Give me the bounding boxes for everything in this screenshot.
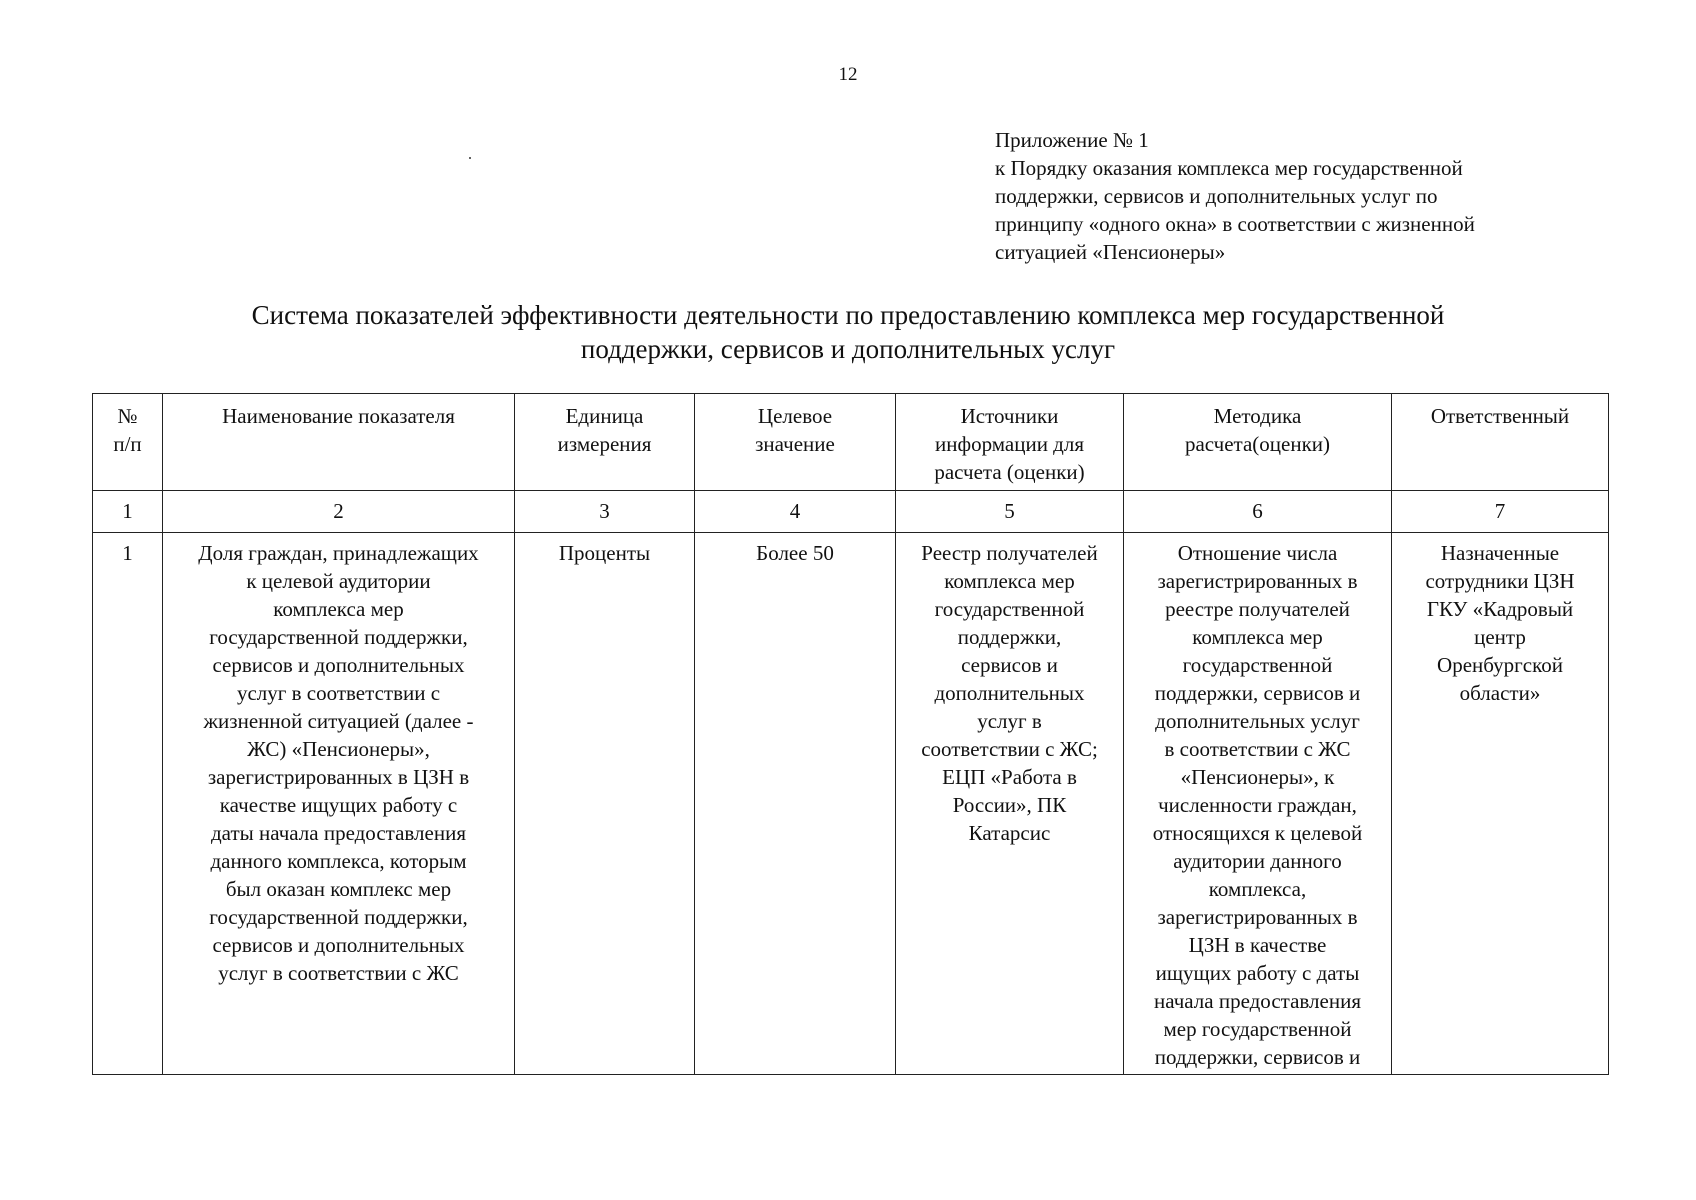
title-line: поддержки, сервисов и дополнительных услуг (580, 334, 1116, 364)
header-line: информации для (934, 432, 1085, 456)
header-target-value (695, 394, 896, 491)
page-number: 12 (838, 64, 858, 85)
cell-line: комплекса мер (1192, 625, 1323, 649)
cell-line: «Пенсионеры», к (1180, 765, 1335, 789)
cell-line: ЕЦП «Работа в (942, 765, 1077, 789)
cell-line: ГКУ «Кадровый (1426, 597, 1574, 621)
header-line: Целевое (757, 404, 833, 428)
cell-line: к целевой аудитории (246, 569, 431, 593)
cell-line: Назначенные (1440, 541, 1560, 565)
cell-line: в соответствии с ЖС (1164, 737, 1351, 761)
appendix-note (995, 126, 1595, 266)
column-number-cell: 5 (896, 491, 1124, 533)
cell-responsible (1392, 533, 1609, 1075)
column-number-cell: 7 (1392, 491, 1609, 533)
cell-line: соответствии с ЖС; (921, 737, 1098, 761)
cell-line: поддержки, сервисов и (1154, 681, 1361, 705)
cell-line: Проценты (558, 541, 651, 565)
cell-line: ищущих работу с даты (1155, 961, 1360, 985)
header-line: п/п (113, 432, 142, 456)
cell-unit (515, 533, 695, 1075)
header-line: Единица (565, 404, 644, 428)
column-number-cell: 2 (163, 491, 515, 533)
cell-row-number (93, 533, 163, 1075)
cell-line: численности граждан, (1158, 793, 1357, 817)
column-number-cell: 3 (515, 491, 695, 533)
cell-line: ЦЗН в качестве (1188, 933, 1327, 957)
cell-line: сотрудники ЦЗН (1425, 569, 1575, 593)
column-number-cell: 4 (695, 491, 896, 533)
cell-line: комплекса мер (273, 597, 404, 621)
cell-line: сервисов и дополнительных (212, 653, 465, 677)
cell-line: дополнительных услуг (1155, 709, 1360, 733)
header-indicator-name (163, 394, 515, 491)
cell-line: аудитории данного (1173, 849, 1342, 873)
cell-line: дополнительных (934, 681, 1085, 705)
cell-info-sources (896, 533, 1124, 1075)
cell-line: зарегистрированных в (1157, 905, 1358, 929)
cell-line: Доля граждан, принадлежащих (198, 541, 479, 565)
cell-line: данного комплекса, которым (210, 849, 467, 873)
cell-line: жизненной ситуацией (далее - (203, 709, 474, 733)
header-method (1124, 394, 1392, 491)
scan-speck (469, 157, 471, 159)
header-line: расчета(оценки) (1184, 432, 1331, 456)
header-line: Наименование показателя (222, 404, 455, 428)
cell-line: комплекса, (1208, 877, 1307, 901)
appendix-line: ситуацией «Пенсионеры» (995, 240, 1226, 264)
cell-line: зарегистрированных в (1157, 569, 1358, 593)
cell-line: Отношение числа (1177, 541, 1338, 565)
cell-line: реестре получателей (1165, 597, 1350, 621)
cell-line: государственной поддержки, (209, 625, 468, 649)
header-line: № (117, 404, 138, 428)
header-line: измерения (557, 432, 652, 456)
cell-line: государственной (1182, 653, 1333, 677)
cell-line: Реестр получателей (921, 541, 1098, 565)
header-number (93, 394, 163, 491)
indicators-table (92, 393, 1609, 1075)
cell-line: услуг в соответствии с ЖС (218, 961, 459, 985)
cell-line: Катарсис (968, 821, 1051, 845)
cell-line: поддержки, сервисов и (1154, 1045, 1361, 1069)
cell-target-value (695, 533, 896, 1075)
cell-line: России», ПК (952, 793, 1067, 817)
appendix-line: поддержки, сервисов и дополнительных услуг по (995, 184, 1438, 208)
column-number-cell: 6 (1124, 491, 1392, 533)
appendix-line: Приложение № 1 (995, 128, 1149, 152)
cell-line: Оренбургской (1437, 653, 1563, 677)
cell-line: начала предоставления (1154, 989, 1361, 1013)
cell-line: центр (1474, 625, 1526, 649)
column-number-row (93, 491, 1609, 533)
cell-line: государственной поддержки, (209, 905, 468, 929)
header-responsible (1392, 394, 1609, 491)
header-line: расчета (оценки) (934, 460, 1085, 484)
header-unit (515, 394, 695, 491)
cell-line: мер государственной (1163, 1017, 1352, 1041)
header-line: Методика (1213, 404, 1302, 428)
title-line: Система показателей эффективности деятельности по предоставлению комплекса мер государственной (251, 300, 1445, 330)
cell-line: 1 (122, 541, 133, 565)
cell-line: услуг в соответствии с (236, 681, 441, 705)
column-number-cell: 1 (93, 491, 163, 533)
cell-indicator-name (163, 533, 515, 1075)
cell-line: Более 50 (756, 541, 834, 565)
document-title (0, 298, 1696, 366)
cell-line: поддержки, (957, 625, 1062, 649)
cell-line: относящихся к целевой (1152, 821, 1363, 845)
table-header-row (93, 394, 1609, 491)
header-info-sources (896, 394, 1124, 491)
appendix-line: к Порядку оказания комплекса мер государственной (995, 156, 1463, 180)
cell-line: комплекса мер (944, 569, 1075, 593)
cell-line: услуг в (977, 709, 1042, 733)
table-row (93, 533, 1609, 1075)
cell-line: сервисов и дополнительных (212, 933, 465, 957)
header-line: Источники (960, 404, 1059, 428)
cell-line: сервисов и (961, 653, 1058, 677)
cell-line: качестве ищущих работу с (219, 793, 458, 817)
cell-line: был оказан комплекс мер (225, 877, 452, 901)
cell-method (1124, 533, 1392, 1075)
header-line: значение (755, 432, 835, 456)
cell-line: государственной (934, 597, 1085, 621)
cell-line: зарегистрированных в ЦЗН в (207, 765, 470, 789)
cell-line: ЖС) «Пенсионеры», (247, 737, 430, 761)
header-line: Ответственный (1430, 404, 1570, 428)
appendix-line: принципу «одного окна» в соответствии с жизненной (995, 212, 1475, 236)
cell-line: даты начала предоставления (211, 821, 466, 845)
cell-line: области» (1459, 681, 1541, 705)
